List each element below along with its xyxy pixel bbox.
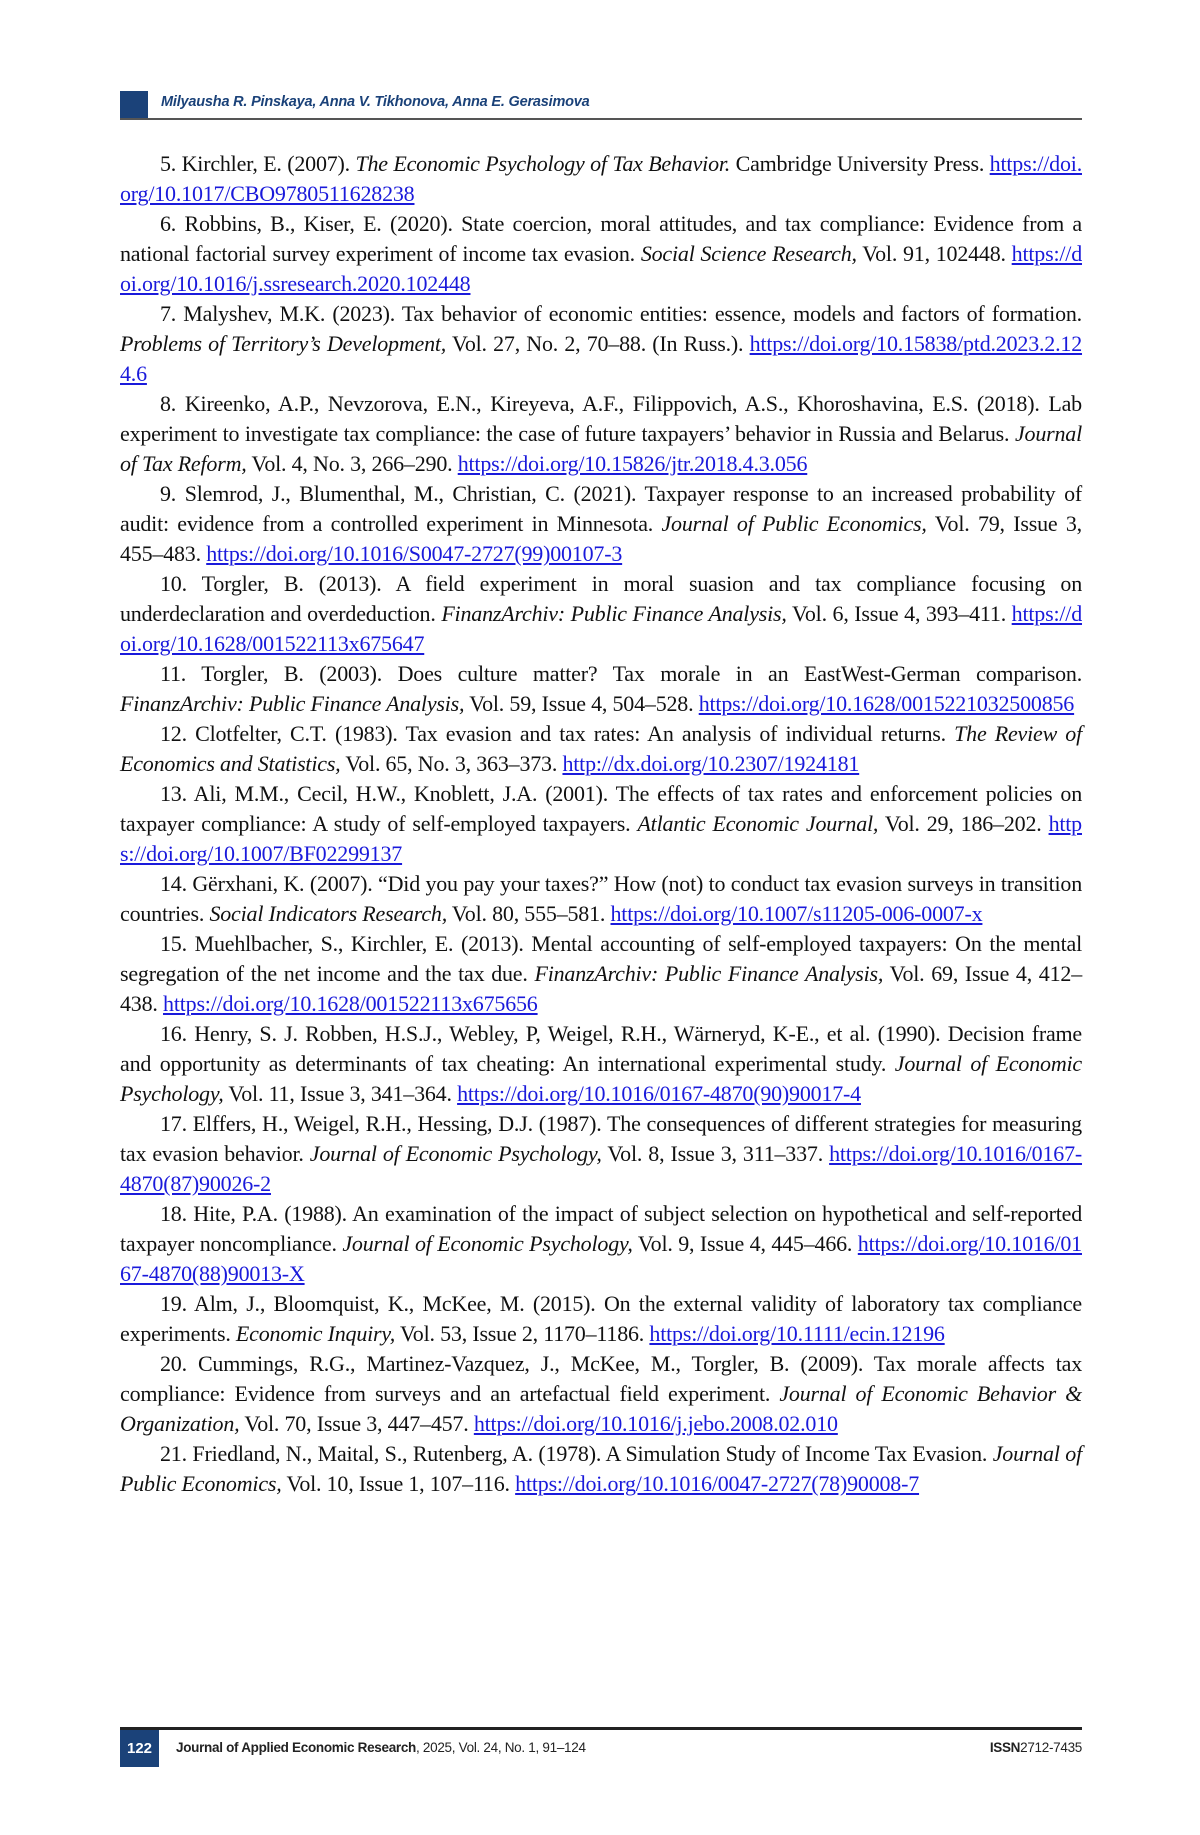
reference-item xyxy=(120,929,1082,1019)
reference-doi-link[interactable]: https://doi.org/10.1111/ecin.12196 xyxy=(649,1321,944,1346)
reference-doi-link[interactable]: https://doi.org/10.1016/0167-4870(87)90026-2 xyxy=(120,1141,1082,1196)
reference-authors-title: 17. Elffers, H., Weigel, R.H., Hessing, D.J. (1987). The consequences of different strategies for measuring tax evasion behavior. xyxy=(120,1111,1082,1166)
reference-doi-link[interactable]: https://doi.org/10.1016/0167-4870(88)90013-X xyxy=(120,1231,1082,1286)
reference-authors-title: 18. Hite, P.A. (1988). An examination of the impact of subject selection on hypothetical and self-reported taxpayer noncompliance. xyxy=(120,1201,1082,1256)
reference-authors-title: 7. Malyshev, M.K. (2023). Tax behavior of economic entities: essence, models and factors of formation. xyxy=(160,301,1082,326)
reference-journal: Journal of Economic Psychology, xyxy=(342,1231,632,1256)
issn-label: ISSN xyxy=(990,1740,1020,1755)
reference-doi-link[interactable]: https://doi.org/10.1016/j.ssresearch.2020.102448 xyxy=(120,241,1082,296)
reference-authors-title: 5. Kirchler, E. (2007). xyxy=(160,151,355,176)
reference-journal: Journal of Economic Psychology, xyxy=(120,1051,1082,1106)
reference-item xyxy=(120,1199,1082,1289)
reference-doi-link[interactable]: https://doi.org/10.1007/BF02299137 xyxy=(120,811,1082,866)
reference-authors-title: 14. Gërxhani, K. (2007). “Did you pay your taxes?” How (not) to conduct tax evasion surveys in transition countries. xyxy=(120,871,1082,926)
reference-item xyxy=(120,1019,1082,1109)
reference-doi-link[interactable]: https://doi.org/10.1016/S0047-2727(99)00107-3 xyxy=(206,541,622,566)
reference-authors-title: 12. Clotfelter, C.T. (1983). Tax evasion and tax rates: An analysis of individual returns. xyxy=(160,721,954,746)
reference-authors-title: 6. Robbins, B., Kiser, E. (2020). State coercion, moral attitudes, and tax compliance: Evidence from a national factorial survey experiment of income tax evasion. xyxy=(120,211,1082,266)
reference-authors-title: 15. Muehlbacher, S., Kirchler, E. (2013). Mental accounting of self-employed taxpayers: On the mental segregation of the net income and the tax due. xyxy=(120,931,1082,986)
reference-volume: Vol. 8, Issue 3, 311–337. xyxy=(602,1141,829,1166)
reference-doi-link[interactable]: http://dx.doi.org/10.2307/1924181 xyxy=(562,751,859,776)
reference-volume: Vol. 10, Issue 1, 107–116. xyxy=(282,1471,516,1496)
reference-journal: FinanzArchiv: Public Finance Analysis, xyxy=(534,961,883,986)
reference-volume: Vol. 59, Issue 4, 504–528. xyxy=(464,691,698,716)
reference-volume: Vol. 70, Issue 3, 447–457. xyxy=(239,1411,473,1436)
reference-list xyxy=(120,149,1082,1499)
reference-journal: The Economic Psychology of Tax Behavior. xyxy=(355,151,730,176)
reference-doi-link[interactable]: https://doi.org/10.1628/001522113x675647 xyxy=(120,601,1082,656)
reference-item xyxy=(120,1289,1082,1349)
reference-journal: Social Indicators Research, xyxy=(209,901,447,926)
footer-rule xyxy=(120,1727,1082,1730)
reference-volume: Vol. 4, No. 3, 266–290. xyxy=(247,451,458,476)
footer-issn xyxy=(990,1740,1082,1755)
reference-journal: The Review of Economics and Statistics, xyxy=(120,721,1082,776)
reference-journal: FinanzArchiv: Public Finance Analysis, xyxy=(441,601,786,626)
reference-item xyxy=(120,1349,1082,1439)
reference-authors-title: 8. Kireenko, A.P., Nevzorova, E.N., Kireyeva, A.F., Filippovich, A.S., Khoroshavina, E.S. (2018). Lab experiment to investigate tax compliance: the case of future taxpayers’ behavior in Russia and Belarus. xyxy=(120,391,1082,446)
journal-details: , 2025, Vol. 24, No. 1, 91–124 xyxy=(416,1740,586,1755)
issn-value: 2712-7435 xyxy=(1020,1740,1082,1755)
reference-volume: Vol. 6, Issue 4, 393–411. xyxy=(787,601,1012,626)
reference-journal: Journal of Tax Reform, xyxy=(120,421,1082,476)
reference-volume: Vol. 27, No. 2, 70–88. (In Russ.). xyxy=(446,331,750,356)
reference-volume: Vol. 69, Issue 4, 412–438. xyxy=(120,961,1082,1016)
reference-journal: Journal of Public Economics, xyxy=(120,1441,1082,1496)
reference-doi-link[interactable]: https://doi.org/10.1016/j.jebo.2008.02.010 xyxy=(474,1411,838,1436)
reference-authors-title: 9. Slemrod, J., Blumenthal, M., Christian, C. (2021). Taxpayer response to an increased probability of audit: evidence from a controlled experiment in Minnesota. xyxy=(120,481,1082,536)
reference-volume: Cambridge University Press. xyxy=(730,151,990,176)
reference-authors-title: 20. Cummings, R.G., Martinez-Vazquez, J., McKee, M., Torgler, B. (2009). Tax morale affects tax compliance: Evidence from surveys and an artefactual field experiment. xyxy=(120,1351,1082,1406)
reference-journal: Economic Inquiry, xyxy=(236,1321,395,1346)
reference-volume: Vol. 53, Issue 2, 1170–1186. xyxy=(395,1321,649,1346)
running-header-authors: Milyausha R. Pinskaya, Anna V. Tikhonova, Anna E. Gerasimova xyxy=(161,94,590,110)
reference-doi-link[interactable]: https://doi.org/10.1016/0167-4870(90)90017-4 xyxy=(457,1081,861,1106)
header-rule xyxy=(120,118,1082,120)
reference-item xyxy=(120,389,1082,479)
reference-doi-link[interactable]: https://doi.org/10.1007/s11205-006-0007-x xyxy=(611,901,983,926)
reference-item xyxy=(120,1109,1082,1199)
reference-authors-title: 16. Henry, S. J. Robben, H.S.J., Webley, P, Weigel, R.H., Wärneryd, K-E., et al. (1990). Decision frame and opportunity as determinants of tax cheating: An international experimental study. xyxy=(120,1021,1082,1076)
reference-journal: Problems of Territory’s Development, xyxy=(120,331,446,356)
reference-authors-title: 13. Ali, M.M., Cecil, H.W., Knoblett, J.A. (2001). The effects of tax rates and enforcement policies on taxpayer compliance: A study of self-employed taxpayers. xyxy=(120,781,1082,836)
reference-doi-link[interactable]: https://doi.org/10.15826/jtr.2018.4.3.056 xyxy=(458,451,808,476)
header-accent-block xyxy=(120,91,148,119)
reference-volume: Vol. 79, Issue 3, 455–483. xyxy=(120,511,1082,566)
reference-item xyxy=(120,149,1082,209)
reference-volume: Vol. 80, 555–581. xyxy=(447,901,610,926)
reference-item xyxy=(120,1439,1082,1499)
reference-item xyxy=(120,779,1082,869)
reference-volume: Vol. 9, Issue 4, 445–466. xyxy=(633,1231,858,1256)
reference-item xyxy=(120,209,1082,299)
reference-item xyxy=(120,569,1082,659)
reference-volume: Vol. 91, 102448. xyxy=(857,241,1012,266)
footer-journal-citation xyxy=(176,1740,586,1755)
reference-journal: FinanzArchiv: Public Finance Analysis, xyxy=(120,691,464,716)
reference-journal: Journal of Public Economics, xyxy=(661,511,926,536)
page-number: 122 xyxy=(120,1730,159,1767)
reference-journal: Journal of Economic Behavior & Organization, xyxy=(120,1381,1082,1436)
reference-doi-link[interactable]: https://doi.org/10.15838/ptd.2023.2.124.6 xyxy=(120,331,1082,386)
reference-volume: Vol. 65, No. 3, 363–373. xyxy=(340,751,562,776)
reference-volume: Vol. 29, 186–202. xyxy=(878,811,1048,836)
reference-journal: Atlantic Economic Journal, xyxy=(637,811,878,836)
reference-volume: Vol. 11, Issue 3, 341–364. xyxy=(224,1081,458,1106)
journal-name: Journal of Applied Economic Research xyxy=(176,1740,416,1755)
reference-authors-title: 10. Torgler, B. (2013). A field experiment in moral suasion and tax compliance focusing on underdeclaration and overdeduction. xyxy=(120,571,1082,626)
reference-doi-link[interactable]: https://doi.org/10.1017/CBO9780511628238 xyxy=(120,151,1082,206)
reference-item xyxy=(120,869,1082,929)
reference-authors-title: 19. Alm, J., Bloomquist, K., McKee, M. (2015). On the external validity of laboratory tax compliance experiments. xyxy=(120,1291,1082,1346)
reference-doi-link[interactable]: https://doi.org/10.1628/001522113x675656 xyxy=(163,991,538,1016)
reference-doi-link[interactable]: https://doi.org/10.1628/0015221032500856 xyxy=(699,691,1074,716)
reference-item xyxy=(120,299,1082,389)
reference-doi-link[interactable]: https://doi.org/10.1016/0047-2727(78)90008-7 xyxy=(515,1471,919,1496)
reference-authors-title: 21. Friedland, N., Maital, S., Rutenberg, A. (1978). A Simulation Study of Income Tax Evasion. xyxy=(160,1441,993,1466)
reference-item xyxy=(120,479,1082,569)
reference-journal: Journal of Economic Psychology, xyxy=(310,1141,602,1166)
reference-item xyxy=(120,659,1082,719)
reference-journal: Social Science Research, xyxy=(641,241,857,266)
reference-item xyxy=(120,719,1082,779)
reference-authors-title: 11. Torgler, B. (2003). Does culture matter? Tax morale in an EastWest-German comparison. xyxy=(160,661,1082,686)
